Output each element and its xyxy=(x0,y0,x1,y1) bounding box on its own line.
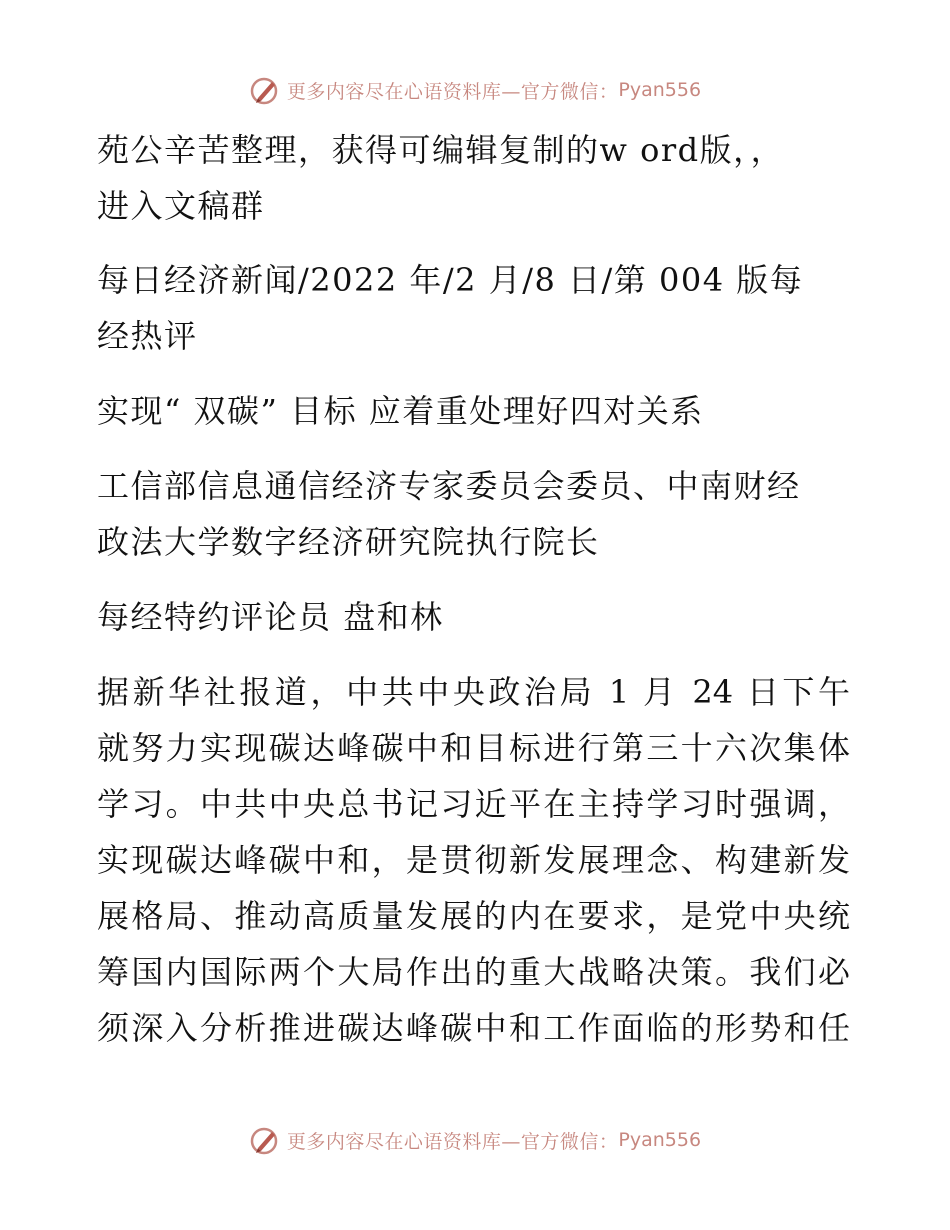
pen-logo-icon xyxy=(249,74,281,106)
source-line-2: 经热评 xyxy=(97,317,198,355)
body-line: 学习。中共中央总书记习近平在主持学习时强调， xyxy=(97,785,850,823)
intro-line-1: 苑公辛苦整理，获得可编辑复制的w ord版，， xyxy=(97,131,785,169)
body-line: 据新华社报道，中共中央政治局 1 月 24 日下午 xyxy=(97,673,850,711)
body-line: 就努力实现碳达峰碳中和目标进行第三十六次集体 xyxy=(97,729,850,767)
pen-logo-icon xyxy=(249,1124,281,1156)
watermark-text: 更多内容尽在心语资料库—官方微信： xyxy=(286,1130,619,1153)
intro-line-2: 进入文稿群 xyxy=(97,187,265,225)
watermark-text: 更多内容尽在心语资料库—官方微信： xyxy=(286,80,619,103)
watermark-wechat-id: Pyan556 xyxy=(618,79,702,101)
author-line: 每经特约评论员 盘和林 xyxy=(97,598,444,636)
author-desc-line-2: 政法大学数字经济研究院执行院长 xyxy=(97,523,600,561)
watermark-wechat-id: Pyan556 xyxy=(618,1129,702,1151)
body-line: 实现碳达峰碳中和，是贯彻新发展理念、构建新发 xyxy=(97,841,850,879)
header-watermark xyxy=(0,72,950,108)
author-desc-line-1: 工信部信息通信经济专家委员会委员、中南财经 xyxy=(97,467,801,505)
source-line-1: 每日经济新闻/2022 年/2 月/8 日/第 004 版每 xyxy=(97,261,804,299)
article-title: 实现“ 双碳” 目标 应着重处理好四对关系 xyxy=(97,392,704,430)
footer-watermark xyxy=(0,1122,950,1158)
body-line: 展格局、推动高质量发展的内在要求，是党中央统 xyxy=(97,897,850,935)
body-line: 须深入分析推进碳达峰碳中和工作面临的形势和任 xyxy=(97,1009,850,1047)
body-line: 筹国内国际两个大局作出的重大战略决策。我们必 xyxy=(97,953,850,991)
